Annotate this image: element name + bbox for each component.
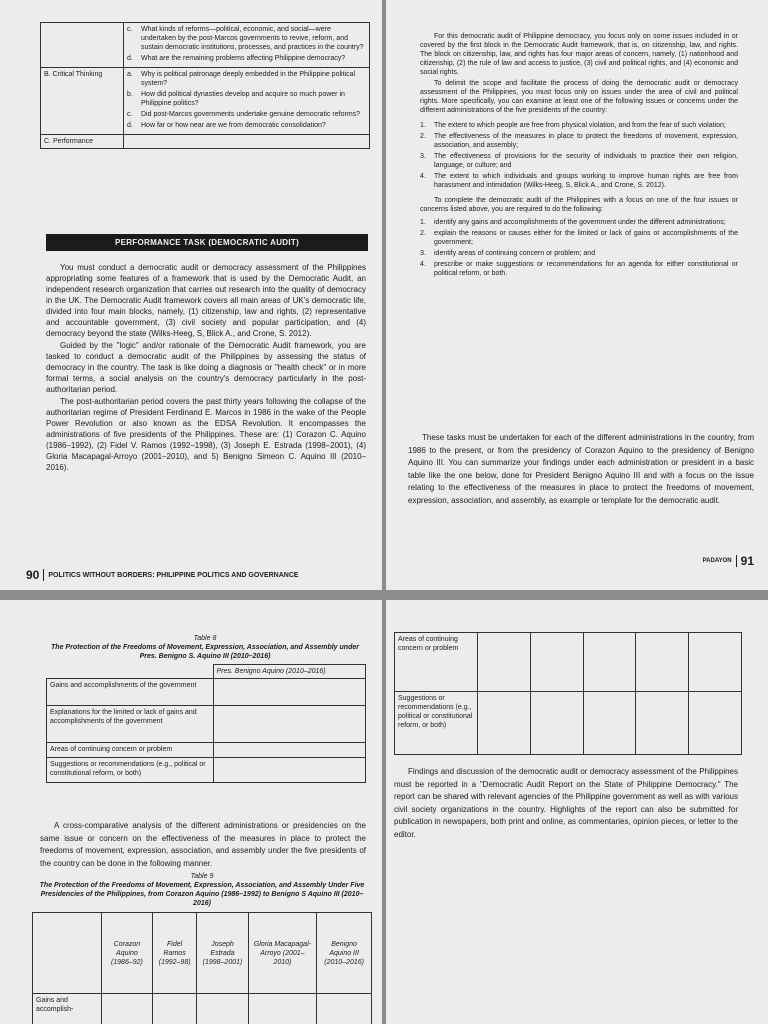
column-header: Pres. Benigno Aquino (2010–2016) [213, 665, 366, 679]
table-cell [583, 692, 636, 755]
list-item: 4. prescribe or make suggestions or recommendations for an agenda for either constitutional or political reform, or both. [420, 261, 738, 277]
row-header: Areas of continuing concern or problem [47, 743, 214, 758]
rubric-section: B. Critical Thinking [41, 68, 124, 135]
paragraph: For this democratic audit of Philippine democracy, you focus only on some issues included in or covered by the first block in the Democratic Audit framework, that is, on citizenship, law, and rights. The block on citizenship, law, and rights has four major areas of concern, namely, (1) nationhood and citizenship, (2) the rule of law and access to justice, (3) civil and political rights, and (4) economic and social rights. [420, 33, 738, 76]
table9-caption [32, 872, 372, 908]
table-cell [478, 692, 531, 755]
table-row [47, 665, 366, 679]
findings-paragraph: Findings and discussion of the democratic audit or democracy assessment of the Philippines must be reported in a "Democratic Audit Report on the State of Philippine Democracy." The report can be shared with relevant agencies of the Philippine government as well as with various civil society organizations in the country. Highlights of the report can also be submitted for publication in newspapers, both print and online, as commentaries, opinion pieces, or letter to the editor. [394, 767, 738, 839]
table-cell [636, 692, 689, 755]
footer-divider [736, 555, 737, 567]
rubric-item: c. Did post-Marcos governments undertake genuine democratic reforms? [127, 111, 361, 118]
table-title: The Protection of the Freedoms of Movement, Expression, Association, and Assembly Under Five Presidencies of the Philippines, from Corazon Aquino (1986–1992) to Benigno S Aquino III (2010–2016) [39, 882, 365, 907]
book-title: POLITICS WITHOUT BORDERS: PHILIPPINE POLITICS AND GOVERNANCE [48, 571, 299, 579]
page-number: 91 [740, 554, 754, 568]
page-number: 90 [26, 568, 40, 582]
paragraph: To delimit the scope and facilitate the process of doing the democratic audit or democracy assessment of the Philippines, you must focus only on issues under the area of civil and political rights. More specifically, you can examine at least one of the following issues or concerns under the different administrations of the five presidents of the country: [420, 80, 738, 114]
table-cell [248, 994, 317, 1024]
list-item: 1. The extent to which people are free from physical violation, and from the fear of such violation; [420, 122, 726, 129]
row-header: Gains and accomplishments of the government [47, 679, 214, 706]
rubric-section: C. Performance [41, 135, 124, 149]
table9 [32, 912, 372, 1024]
steps-list [420, 218, 738, 278]
paragraph: You must conduct a democratic audit or democracy assessment of the Philippines appropriating some features of a framework that is used by the Democratic Audit, an independent research organization that carries out research into the quality of democracy in the UK. The Democratic Audit framework covers all main areas of UK's democratic life, divided into four main blocks, namely, (1) citizenship, law and rights, (2) representative and accountable government, (3) civil society and popular participation, and (4) democracy beyond the state (Wilks-Heeg, S, Blick A., and Crone, S. 2012). [46, 263, 366, 338]
table-cell [197, 994, 248, 1024]
table-title: The Protection of the Freedoms of Movement, Expression, Association, and Assembly under Pres. Benigno S. Aquino III (2010–2016) [51, 644, 359, 660]
table-cell [689, 692, 742, 755]
table-label: Table 9 [190, 873, 214, 880]
table-cell [317, 994, 372, 1024]
rubric-row [41, 68, 370, 135]
table-row [33, 913, 372, 994]
rubric-section [41, 23, 124, 68]
paragraph: The post-authoritarian period covers the past thirty years following the collapse of the authoritarian regime of President Ferdinand E. Marcos in 1986 in the wake of the People Power Revolution or also known as the EDSA Revolution. It encompasses the administrations of five presidents of the Philippines. These are: (1) Corazon C. Aquino (1986–1992), (2) Fidel V. Ramos (1992–1998), (3) Joseph E. Estrada (1998–2001), (4) Gloria Macapagal-Arroyo (2001–2010), and 5) Benigno Simeon C. Aquino III (2010–2016). [46, 397, 366, 472]
table-cell [213, 679, 366, 706]
row-header: Explanations for the limited or lack of gains and accomplishments of the government [47, 706, 214, 743]
blank-cell [47, 665, 214, 679]
page-92 [0, 600, 382, 1024]
table-row [395, 692, 742, 755]
rubric-table [40, 22, 370, 149]
rubric-item: a. Why is political patronage deeply embedded in the Philippine political system? [127, 71, 356, 87]
row-header: Suggestions or recommendations (e.g., political or constitutional reform, or both) [47, 758, 214, 783]
rubric-item: d. How far or how near are we from democratic consolidation? [127, 122, 326, 129]
list-item: 4. The extent to which individuals and groups working to improve human rights are free from harassment and intimidation (Wilks-Heeg, S, Blick A., and Crone, S. 2012). [420, 173, 738, 189]
table8-caption [50, 634, 360, 661]
list-item: 2. explain the reasons or causes either for the limited or lack of gains or accomplishments of the government; [420, 230, 738, 246]
issues-list [420, 121, 738, 190]
audit-instructions [420, 32, 738, 280]
page-footer [26, 568, 299, 582]
rubric-items [124, 68, 370, 135]
table9-continued [394, 632, 742, 755]
table-row [47, 758, 366, 783]
table8 [46, 664, 366, 783]
rubric-item: d. What are the remaining problems affecting Philippine democracy? [127, 55, 346, 62]
cross-comparative-paragraph: A cross-comparative analysis of the different administrations or presidencies on the same issue or concern on the effectiveness of the measures in place to protect the freedoms of movement, expression, association, and assembly under the five presidents of the country can be done in the following manner. [40, 821, 366, 868]
table-cell [102, 994, 153, 1024]
footer-divider [43, 569, 44, 581]
table-cell [530, 692, 583, 755]
page-93 [386, 600, 768, 1024]
table-cell [478, 633, 531, 692]
table-cell [636, 633, 689, 692]
list-item: 3. The effectiveness of provisions for the security of individuals to practice their own religion, language, or culture; and [420, 153, 738, 169]
table-cell [213, 758, 366, 783]
performance-task-body [46, 262, 366, 473]
rubric-items [124, 23, 370, 68]
paragraph: Guided by the "logic" and/or rationale of the Democratic Audit framework, you are tasked to conduct a democratic audit of the Philippines by assessing the status of democracy in the country. The task is like doing a diagnosis or "health check" or in more formal terms, a social analysis on the country's democracy particularly in the post-authoritarian period. [46, 341, 366, 394]
table-row [47, 706, 366, 743]
rubric-row [41, 135, 370, 149]
page-91 [386, 0, 768, 590]
column-header: Joseph Estrada (1998–2001) [197, 913, 248, 994]
column-header: Gloria Macapagal-Arroyo (2001–2010) [248, 913, 317, 994]
rubric-item: c. What kinds of reforms—political, economic, and social—were undertaken by the post-Marcos governments to revive, reform, and sustain democratic institutions, processes, and practices in the country? [127, 26, 364, 51]
page-footer [703, 554, 754, 568]
table-cell [583, 633, 636, 692]
list-item: 2. The effectiveness of the measures in place to protect the freedoms of movement, expression, association, and assembly; [420, 133, 738, 149]
table-cell [213, 743, 366, 758]
rubric-item: b. How did political dynasties develop and acquire so much power in Philippine politics? [127, 91, 345, 107]
table-cell [689, 633, 742, 692]
column-header: Corazon Aquino (1986–92) [102, 913, 153, 994]
row-header: Suggestions or recommendations (e.g., political or constitutional reform, or both) [395, 692, 478, 755]
tasks-paragraph: These tasks must be undertaken for each of the different administrations in the country, from 1986 to the present, or from the presidency of Corazon Aquino to the presidency of Benigno Aquino III. You can summarize your findings under each administration or president in a basic table like the one below, done for President Benigno Aquino III and with a focus on the issue relating to the effectiveness of the measures in place to protect the freedoms of movement, expression, association, and assembly, as example or template for the democratic audit. [408, 433, 754, 505]
table-row [33, 994, 372, 1024]
footer-label: PADAYON [702, 558, 732, 564]
page-90 [0, 0, 382, 590]
paragraph: To complete the democratic audit of the Philippines with a focus on one of the four issues or concerns listed above, you are required to do the following: [420, 197, 738, 213]
rubric-items [124, 135, 370, 149]
table-cell [152, 994, 197, 1024]
column-header: Benigno Aquino III (2010–2016) [317, 913, 372, 994]
row-header: Areas of continuing concern or problem [395, 633, 478, 692]
table-row [47, 679, 366, 706]
table-row [47, 743, 366, 758]
list-item: 3. identify areas of continuing concern or problem; and [420, 250, 596, 257]
performance-task-banner: PERFORMANCE TASK (DEMOCRATIC AUDIT) [46, 234, 368, 251]
table-row [395, 633, 742, 692]
blank-cell [33, 913, 102, 994]
list-item: 1. identify any gains and accomplishments of the government under the different administrations; [420, 219, 726, 226]
table-cell [213, 706, 366, 743]
table-label: Table 8 [193, 635, 217, 642]
table-cell [530, 633, 583, 692]
column-header: Fidel Ramos (1992–98) [152, 913, 197, 994]
row-header: Gains and accomplish- [33, 994, 102, 1024]
rubric-row [41, 23, 370, 68]
